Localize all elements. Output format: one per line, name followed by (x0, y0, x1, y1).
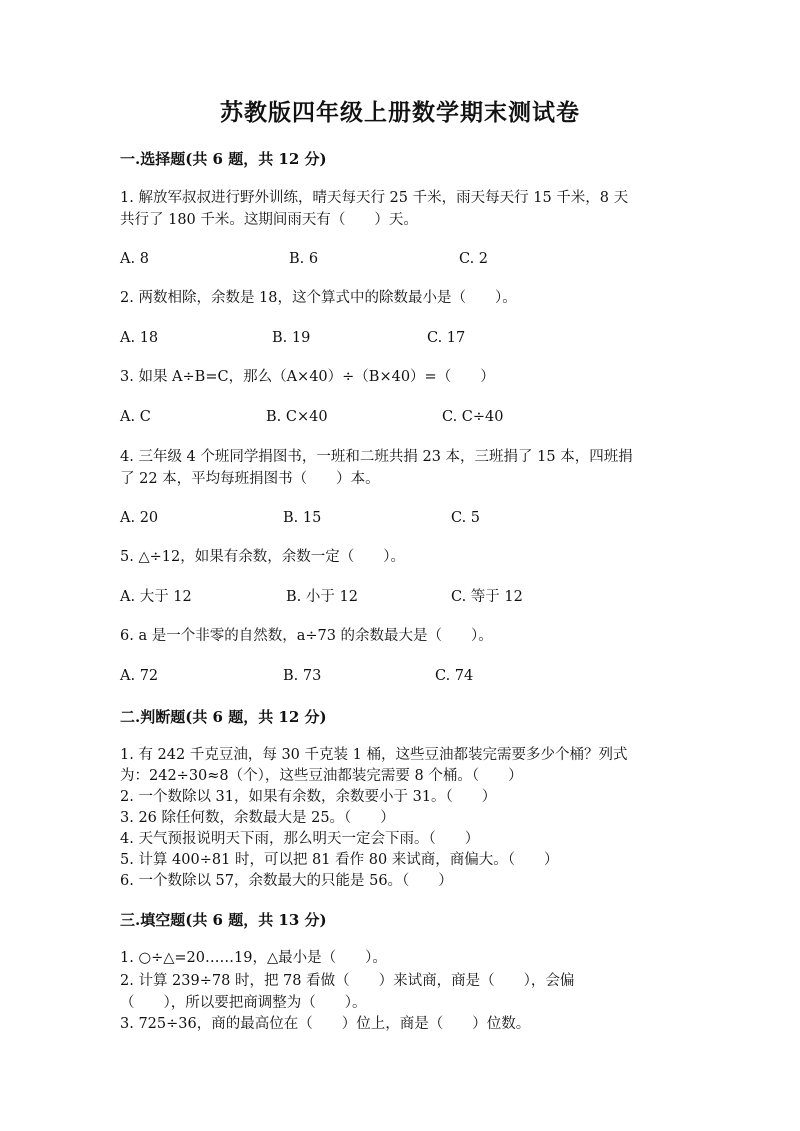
question-text: 5. △÷12，如果有余数，余数一定（ ）。 (120, 549, 405, 565)
question-text: 3. 如果 A÷B=C，那么（A×40）÷（B×40）=（ ） (120, 369, 495, 385)
section-heading-fill: 三.填空题(共 6 题，共 13 分) (120, 911, 327, 929)
option-b: B. 6 (289, 251, 319, 267)
option-c: C. C÷40 (442, 409, 504, 425)
fill-text: 3. 725÷36，商的最高位在（ ）位上，商是（ ）位数。 (120, 1016, 531, 1032)
question-text: 2. 两数相除，余数是 18，这个算式中的除数最小是（ ）。 (120, 290, 517, 306)
option-a: A. 18 (120, 330, 159, 346)
section-heading-judgement: 二.判断题(共 6 题，共 12 分) (120, 708, 327, 726)
statement-text: 5. 计算 400÷81 时，可以把 81 看作 80 来试商，商偏大。（ ） (120, 852, 559, 868)
option-c: C. 2 (459, 251, 489, 267)
fill-text: （ ），所以要把商调整为（ ）。 (120, 995, 367, 1011)
statement-text: 6. 一个数除以 57，余数最大的只能是 56。（ ） (120, 873, 453, 889)
option-b: B. 小于 12 (286, 589, 358, 605)
option-a: A. 72 (120, 668, 159, 684)
option-b: B. C×40 (266, 409, 328, 425)
fill-text: 2. 计算 239÷78 时，把 78 看做（ ）来试商，商是（ ），会偏 (120, 973, 575, 989)
option-a: A. C (120, 409, 151, 425)
option-a: A. 大于 12 (120, 589, 192, 605)
option-a: A. 20 (120, 510, 159, 526)
option-c: C. 等于 12 (451, 589, 523, 605)
option-c: C. 74 (435, 668, 474, 684)
question-text: 1. 解放军叔叔进行野外训练，晴天每天行 25 千米，雨天每天行 15 千米，8 天 (120, 190, 629, 206)
option-c: C. 5 (451, 510, 481, 526)
question-text: 共行了 180 千米。这期间雨天有（ ）天。 (120, 212, 418, 228)
option-c: C. 17 (427, 330, 466, 346)
section-heading-choice: 一.选择题(共 6 题，共 12 分) (120, 150, 327, 168)
question-text: 了 22 本，平均每班捐图书（ ）本。 (120, 471, 380, 487)
page-title: 苏教版四年级上册数学期末测试卷 (220, 99, 580, 126)
fill-text: 1. ○÷△=20……19，△最小是（ ）。 (120, 950, 387, 966)
option-b: B. 15 (283, 510, 322, 526)
question-text: 4. 三年级 4 个班同学捐图书，一班和二班共捐 23 本，三班捐了 15 本，四班捐 (120, 449, 633, 465)
statement-text: 1. 有 242 千克豆油，每 30 千克装 1 桶，这些豆油都装完需要多少个桶？列式 (120, 747, 628, 763)
question-text: 6. a 是一个非零的自然数，a÷73 的余数最大是（ ）。 (120, 628, 493, 644)
statement-text: 为：242÷30≈8（个），这些豆油都装完需要 8 个桶。（ ） (120, 768, 523, 784)
statement-text: 3. 26 除任何数，余数最大是 25。（ ） (120, 810, 395, 826)
option-a: A. 8 (120, 251, 149, 267)
option-b: B. 19 (272, 330, 311, 346)
option-b: B. 73 (283, 668, 322, 684)
statement-text: 4. 天气预报说明天下雨，那么明天一定会下雨。（ ） (120, 831, 480, 847)
statement-text: 2. 一个数除以 31，如果有余数，余数要小于 31。（ ） (120, 789, 497, 805)
